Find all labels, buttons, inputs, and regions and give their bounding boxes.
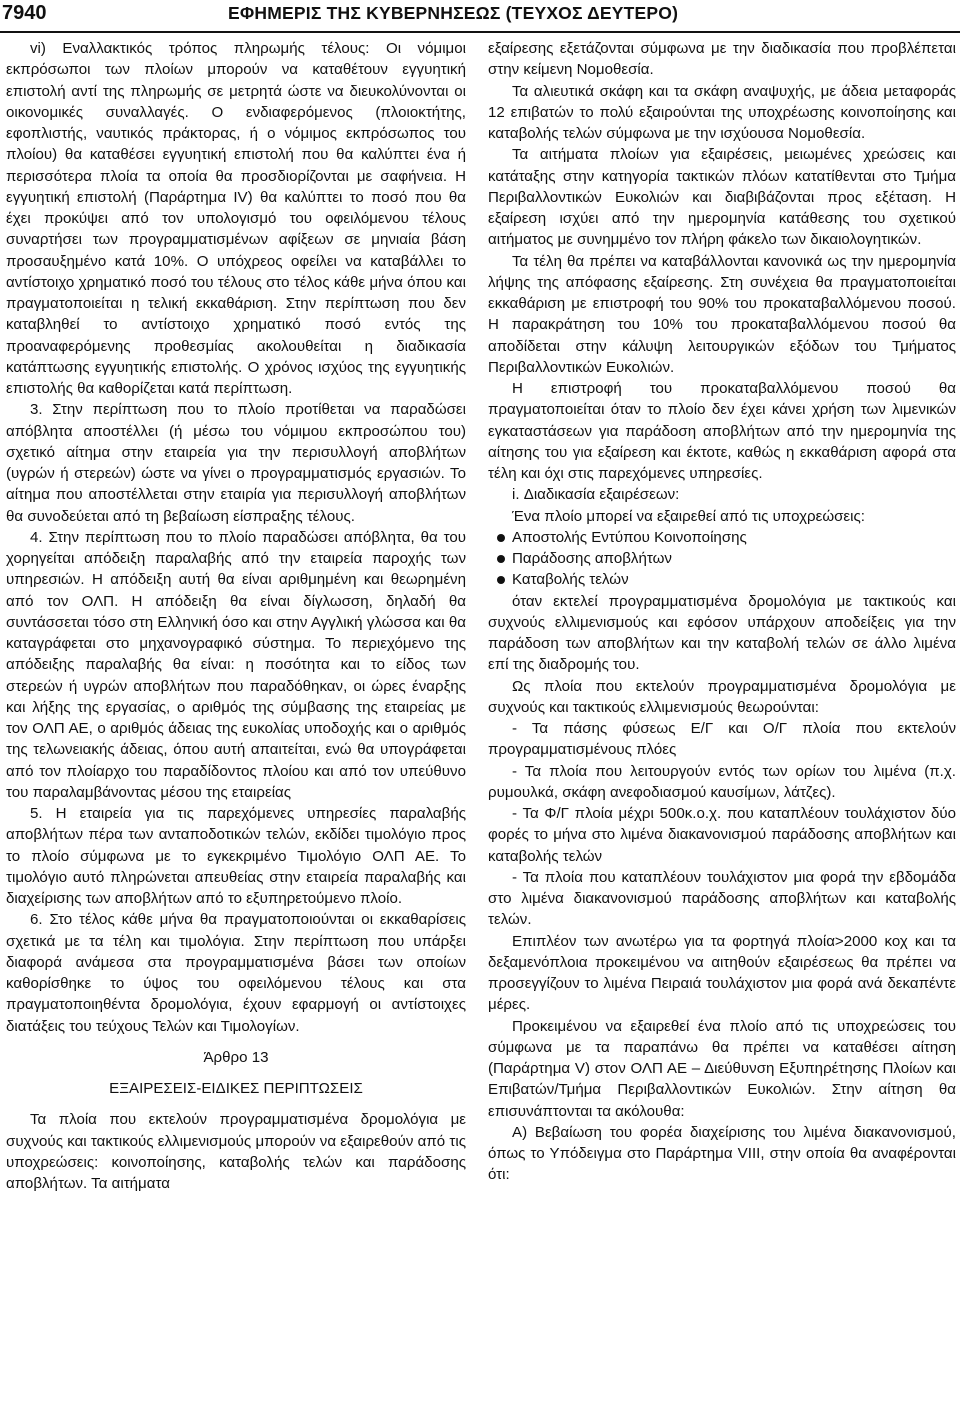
header-rule bbox=[0, 31, 960, 33]
paragraph-dash-2: - Τα πλοία που λειτουργούν εντός των ορίων του λιμένα (π.χ. ρυμουλκά, σκάφη ανεφοδιασμού καυσίμων, λάτζες). bbox=[488, 762, 956, 801]
paragraph-definitions: Ως πλοία που εκτελούν προγραμματισμένα δρομολόγια με συχνούς και τακτικούς ελλιμενισμούς θεωρούνται: bbox=[488, 677, 956, 716]
paragraph-exemption-intro: Ένα πλοίο μπορεί να εξαιρεθεί από τις υποχρεώσεις: bbox=[512, 507, 865, 525]
bullet-icon bbox=[497, 576, 505, 584]
paragraph-dash-4: - Τα πλοία που καταπλέουν τουλάχιστον μια φορά την εβδομάδα στο λιμένα διακανονισμού παράδοσης αποβλήτων και καταβολής τελών. bbox=[488, 868, 956, 929]
paragraph-4: 4. Στην περίπτωση που το πλοίο παραδώσει απόβλητα, θα του χορηγείται απόδειξη παραλαβής από την εταιρεία παροχής των υπηρεσιών. Η απόδειξη αυτή θα είναι αριθμημένη και θεωρημένη από τον ΟΛΠ. Η απόδειξη θα είναι δίγλωσση, δηλαδή θα συντάσσεται τόσο στη Ελληνική όσο και στην Αγγλική γλώσσα και θα καταγράφεται στο μηχανογραφικό σύστημα. Το περιεχόμενο της απόδειξης παραλαβής θα είναι: η ποσότητα και το είδος των στερεών ή υγρών αποβλήτων που παραδόθηκαν, οι ώρες έναρξης και λήξης της εργασίας, ο αριθμός της σύμβασης της εταιρείας με τον ΟΛΠ ΑΕ, ο αριθμός άδειας της ευκολίας υποδοχής και ο αριθμός της τελωνειακής άδειας, όπου αυτή απαιτείται, ενώ θα υπογράφεται από τον πλοίαρχο του παραδίδοντος πλοίου και από τον υπεύθυνο του παραλαμβάνοντας μέσου της εταιρείας bbox=[6, 528, 466, 801]
exemption-list bbox=[488, 527, 956, 591]
bullet-icon bbox=[497, 555, 505, 563]
list-item bbox=[488, 569, 956, 590]
left-column bbox=[6, 38, 466, 1194]
list-item-text: Παράδοσης αποβλήτων bbox=[512, 550, 672, 567]
paragraph-requests: Τα αιτήματα πλοίων για εξαιρέσεις, μειωμένες χρεώσεις και κατάταξης στην κατηγορία τακτικών πλόων κατατίθενται στο Τμήμα Περιβαλλοντικών Ευκολιών και διαβιβάζονται προς εξέταση. Η εξαίρεση ισχύει από την ημερομηνία κατάθεσης του σχετικού αιτήματος με συνημμένο τον πλήρη φάκελο των δικαιολογητικών. bbox=[488, 146, 956, 249]
bullet-icon bbox=[497, 534, 505, 542]
list-item-text: Καταβολής τελών bbox=[512, 571, 629, 589]
paragraph-certificate: Α) Βεβαίωση του φορέα διαχείρισης του λιμένα διακανονισμού, όπως το Υπόδειγμα στο Παράρτημα VIII, στην οποία θα αναφέρονται ότι: bbox=[488, 1123, 956, 1184]
gazette-title: ΕΦΗΜΕΡΙΣ ΤΗΣ ΚΥΒΕΡΝΗΣΕΩΣ (ΤΕΥΧΟΣ ΔΕΥΤΕΡΟ) bbox=[228, 3, 679, 23]
paragraph-refund: Η επιστροφή του προκαταβαλλόμενου ποσού θα πραγματοποιείται όταν το πλοίο δεν έχει κάνει χρήση των λιμενικών εγκαταστάσεων για παράδοση αποβλήτων από την ημερομηνία της αίτησης του για εξαίρεση και έκτοτε, καθώς η εκκαθάριση αφορά στα τέλη και όχι στις παρεχόμενες υπηρεσίες. bbox=[488, 380, 956, 482]
page-header bbox=[0, 0, 960, 30]
paragraph-dash-3: - Τα Φ/Γ πλοία μέχρι 500κ.ο.χ. που καταπλέουν τουλάχιστον δύο φορές το μήνα στο λιμένα διακανονισμού παράδοσης αποβλήτων και καταβολής τελών bbox=[488, 805, 956, 865]
paragraph-continuation: εξαίρεσης εξετάζονται σύμφωνα με την διαδικασία που προβλέπεται στην κείμενη Νομοθεσία. bbox=[488, 40, 956, 79]
list-item bbox=[488, 548, 956, 569]
article-heading: ΕΞΑΙΡΕΣΕΙΣ-ΕΙΔΙΚΕΣ ΠΕΡΙΠΤΩΣΕΙΣ bbox=[109, 1080, 363, 1097]
right-column bbox=[488, 38, 956, 1186]
paragraph-3: 3. Στην περίπτωση που το πλοίο προτίθεται να παραδώσει απόβλητα αποστέλλει (ή μέσω του νόμιμου εκπροσώπου του) σχετικό αίτημα στην εταιρεία για την περισυλλογή αποβλήτων (υγρών ή στερεών) ώστε να γίνει ο προγραμματισμός εργασιών. Το αίτημα που αποστέλλεται στην εταιρία για περισυλλογή αποβλήτων θα συνοδεύεται από τη βεβαίωση είσπραξης τέλους. bbox=[6, 401, 466, 525]
list-item-text: Αποστολής Εντύπου Κοινοποίησης bbox=[512, 528, 747, 546]
page-number: 7940 bbox=[2, 2, 47, 24]
paragraph-scheduled-routes: όταν εκτελεί προγραμματισμένα δρομολόγια με τακτικούς και συχνούς ελλιμενισμούς και εφόσον υπάρχουν αποδείξεις για την παράδοση των αποβλήτων και την καταβολή τελών σε άλλο λιμένα επί της διαδρομής του. bbox=[488, 592, 956, 674]
paragraph-6: 6. Στο τέλος κάθε μήνα θα πραγματοποιούνται οι εκκαθαρίσεις σχετικά με τα τέλη και τιμολόγια. Στην περίπτωση που υπάρξει διαφορά ανάμεσα στα προγραμματισμένα βάσει των οποίων καθορίσθηκε το ύψος του οφειλόμενου τέλους και στα πραγματοποιηθέντα δρομολόγια, έχουν εφαρμογή οι αντίστοιχες διατάξεις του τεύχους Τελών και Τιμολογίων. bbox=[6, 911, 466, 1035]
paragraph-article-intro: Τα πλοία που εκτελούν προγραμματισμένα δρομολόγια με συχνούς και τακτικούς ελλιμενισμούς μπορούν να εξαιρεθούν από τις υποχρεώσεις: κοινοποίησης, καταβολής τελών και παράδοσης αποβλήτων. Τα αιτήματα bbox=[6, 1111, 466, 1192]
subheading-exemption-procedure: i. Διαδικασία εξαιρέσεων: bbox=[512, 486, 680, 504]
paragraph-dash-1: - Τα πάσης φύσεως Ε/Γ και Ο/Γ πλοία που εκτελούν προγραμματισμένους πλόες bbox=[488, 720, 956, 759]
list-item bbox=[488, 527, 956, 548]
paragraph-5: 5. Η εταιρεία για τις παρεχόμενες υπηρεσίες παραλαβής αποβλήτων πέρα των ανταποδοτικών τελών, εκδίδει τιμολόγιο προς το πλοίο σύμφωνα με το εγκεκριμένο Τιμολόγιο ΟΛΠ ΑΕ. Το τιμολόγιο αυτό πληρώνεται απευθείας στην εταιρεία παραλαβής και διαχείρισης των αποβλήτων από το εξυπηρετούμενο πλοίο. bbox=[6, 805, 466, 907]
paragraph-fees: Τα τέλη θα πρέπει να καταβάλλονται κανονικά ως την ημερομηνία λήψης της απόφασης εξαίρεσης. Στη συνέχεια θα πραγματοποιείται εκκαθάριση με επιστροφή του 90% του προκαταβαλλόμενου ποσού. Η παρακράτηση του 10% του προκαταβαλλόμενου ποσού θα αποδίδεται στην κάλυψη λειτουργικών εξόδων του Τμήματος Περιβαλλοντικών Ευκολιών. bbox=[488, 252, 956, 376]
paragraph-fishing-vessels: Τα αλιευτικά σκάφη και τα σκάφη αναψυχής, με άδεια μεταφοράς 12 επιβατών το πολύ εξαιρούνται της υποχρέωσης κοινοποίησης και καταβολής τελών σύμφωνα με την ισχύουσα Νομοθεσία. bbox=[488, 82, 956, 142]
paragraph-cargo-ships: Επιπλέον των ανωτέρω για τα φορτηγά πλοία>2000 κοχ και τα δεξαμενόπλοια προκειμένου να αιτηθούν εξαιρέσεως θα πρέπει να προσεγγίζουν το λιμένα Πειραιά τουλάχιστον μια φορά ανά δεκαπέντε μέρες. bbox=[488, 932, 956, 1014]
article-title: Άρθρο 13 bbox=[203, 1048, 269, 1066]
paragraph-application: Προκειμένου να εξαιρεθεί ένα πλοίο από τις υποχρεώσεις του σύμφωνα με τα παραπάνω θα πρέπει να καταθέσει αίτηση (Παράρτημα V) στον ΟΛΠ ΑΕ – Διεύθυνση Εξυπηρέτησης Πλοίων και Επιβατών/Τμήμα Περιβαλλοντικών Ευκολιών. Στην αίτηση θα επισυνάπτονται τα ακόλουθα: bbox=[488, 1017, 956, 1120]
paragraph-alt-payment: vi) Εναλλακτικός τρόπος πληρωμής τέλους: Οι νόμιμοι εκπρόσωποι των πλοίων μπορούν να καταθέτουν εγγυητική επιστολή αντί της πληρωμής σε μετρητά ώστε να διευκολύνονται οι οικονομικές συναλλαγές. Ο ενδιαφερόμενος (πλοιοκτήτης, εφοπλιστής, ναυτικός πράκτορας, ή ο νόμιμος εκπρόσωπος του πλοίου) θα καταθέσει εγγυητική επιστολή που θα καλύπτει ένα ή περισσότερα πλοία τα οποία θα προσδιορίζονται με σαφήνεια. Η εγγυητική επιστολή (Παράρτημα IV) θα καλύπτει το ποσό που θα έχει προκύψει από τον υπολογισμό του οφειλόμενου τέλους συναρτήσει των προγραμματισμένων αφίξεων σε μηνιαία βάση προσαυξημένο κατά 10%. Ο υπόχρεος οφείλει να καταβάλλει το αντίστοιχο χρηματικό ποσό του τέλους στο τέλος κάθε μήνα όπου και πραγματοποιείται η τελική εκκαθάριση. Στην περίπτωση που δεν καταβληθεί το αντίστοιχο χρηματικό ποσό εντός της προαναφερόμενης προθεσμίας ακολουθείται η διαδικασία κατάπτωσης εγγυητικής επιστολής. Ο χρόνος ισχύος της εγγυητικής επιστολής θα καθορίζεται κατά περίπτωση. bbox=[6, 40, 466, 397]
